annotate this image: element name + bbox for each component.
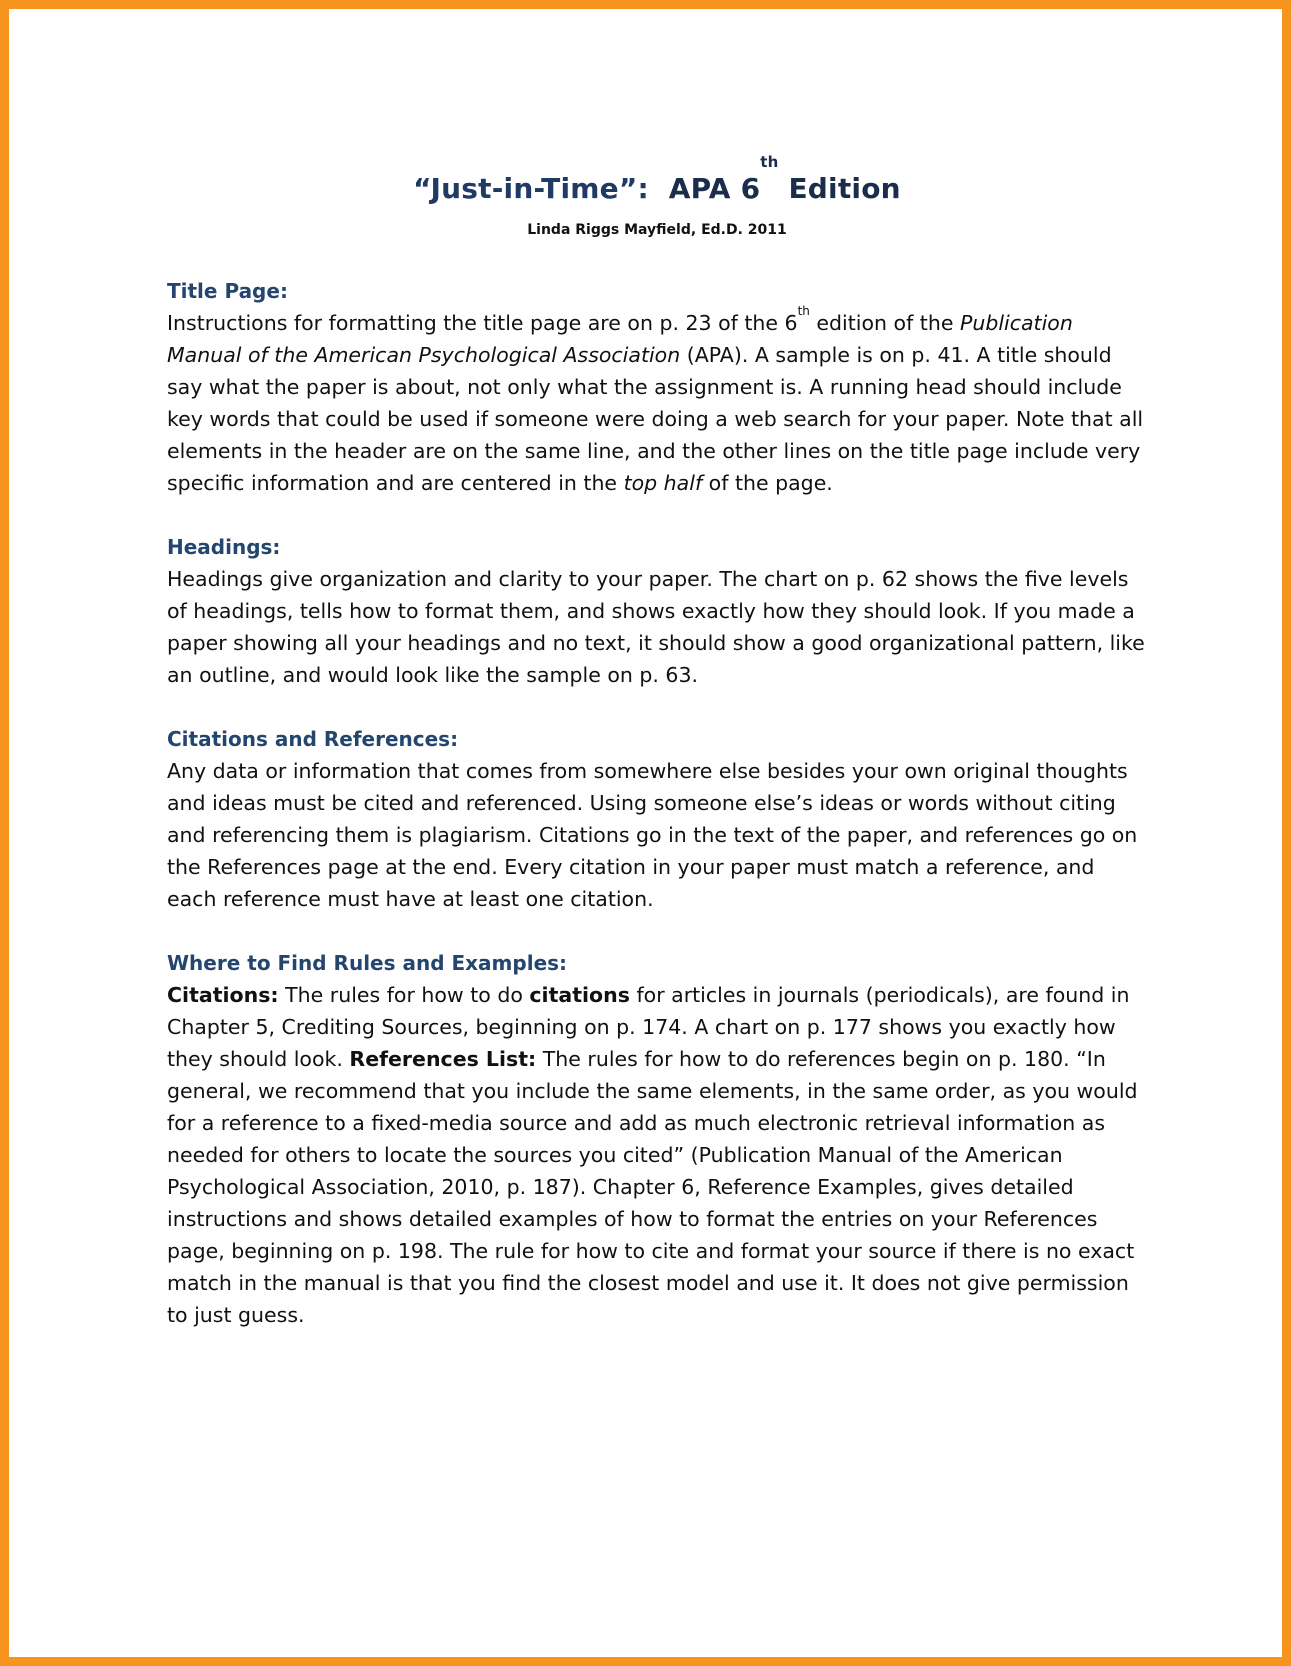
text-italic: Publication Manual of the American Psychological Association xyxy=(167,311,1073,367)
text-run: Instructions for formatting the title page are on p. 23 of the 6 xyxy=(167,311,798,335)
title-tail: Edition xyxy=(788,172,901,205)
title-quoted: “Just-in-Time”: xyxy=(413,172,649,205)
text-bold: Citations: xyxy=(167,983,279,1007)
section-body-headings: Headings give organization and clarity to your paper. The chart on p. 62 shows the five levels of headings, tells how to format them, and shows exactly how they should look. If you made a paper showing all your headings and no text, it should show a good organizational pattern, like an outline, and would look like the sample on p. 63. xyxy=(167,567,1145,687)
document-title xyxy=(167,153,1147,219)
text-run: for articles in journals (periodicals), are found in Chapter 5, Crediting Sources, beginning on p. 174. A chart on p. 177 shows you exactly how they should look. xyxy=(167,983,1130,1071)
title-main: APA 6 xyxy=(668,172,761,205)
title-sup: th xyxy=(760,153,779,171)
author-line: Linda Riggs Mayfield, Ed.D. 2011 xyxy=(527,222,787,238)
text-bold: References List: xyxy=(349,1047,537,1071)
spacer xyxy=(167,915,1147,947)
text-bold: citations xyxy=(529,983,630,1007)
spacer xyxy=(167,499,1147,531)
section-heading-citations: Citations and References: xyxy=(167,727,459,751)
spacer xyxy=(167,691,1147,723)
section-body-citations: Any data or information that comes from somewhere else besides your own original thoughts and ideas must be cited and referenced. Using someone else’s ideas or words without citing and referencing them is plagiarism. Citations go in the text of the paper, and references go on the References page at the end. Every citation in your paper must match a reference, and each reference must have at least one citation. xyxy=(167,759,1138,911)
section-title-page xyxy=(167,275,1147,499)
text-run: edition of the xyxy=(809,311,960,335)
section-headings xyxy=(167,531,1147,691)
text-run: of the page. xyxy=(702,471,833,495)
text-run: The rules for how to do xyxy=(278,983,530,1007)
document-body xyxy=(167,153,1147,1331)
text-sup: th xyxy=(797,304,810,318)
text-run: The rules for how to do references begin on p. 180. “In general, we recommend that you include the same elements, in the same order, as you would for a reference to a fixed-media source and add as much electronic retrieval information as needed for others to locate the sources you cited” (Publication Manual of the American Psychological Association, 2010, p. 187). Chapter 6, Reference Examples, gives detailed instructions and shows detailed examples of how to format the entries on your References page, beginning on p. 198. The rule for how to cite and format your source if there is no exact match in the manual is that you find the closest model and use it. It does not give permission to just guess. xyxy=(167,1047,1138,1327)
section-body-rules xyxy=(167,979,1147,1331)
spacer xyxy=(167,241,1147,275)
text-run: (APA). A sample is on p. 41. A title should say what the paper is about, not only what the assignment is. A running head should include key words that could be used if someone were doing a web search for your paper. Note that all elements in the header are on the same line, and the other lines on the title page include very specific information and are centered in the xyxy=(167,343,1144,495)
section-heading-headings: Headings: xyxy=(167,535,281,559)
section-citations xyxy=(167,723,1147,915)
text-italic: top half xyxy=(623,471,703,495)
section-heading-rules: Where to Find Rules and Examples: xyxy=(167,951,568,975)
section-rules xyxy=(167,947,1147,1331)
section-heading-title-page: Title Page: xyxy=(167,279,288,303)
section-body-title-page xyxy=(167,304,1147,499)
